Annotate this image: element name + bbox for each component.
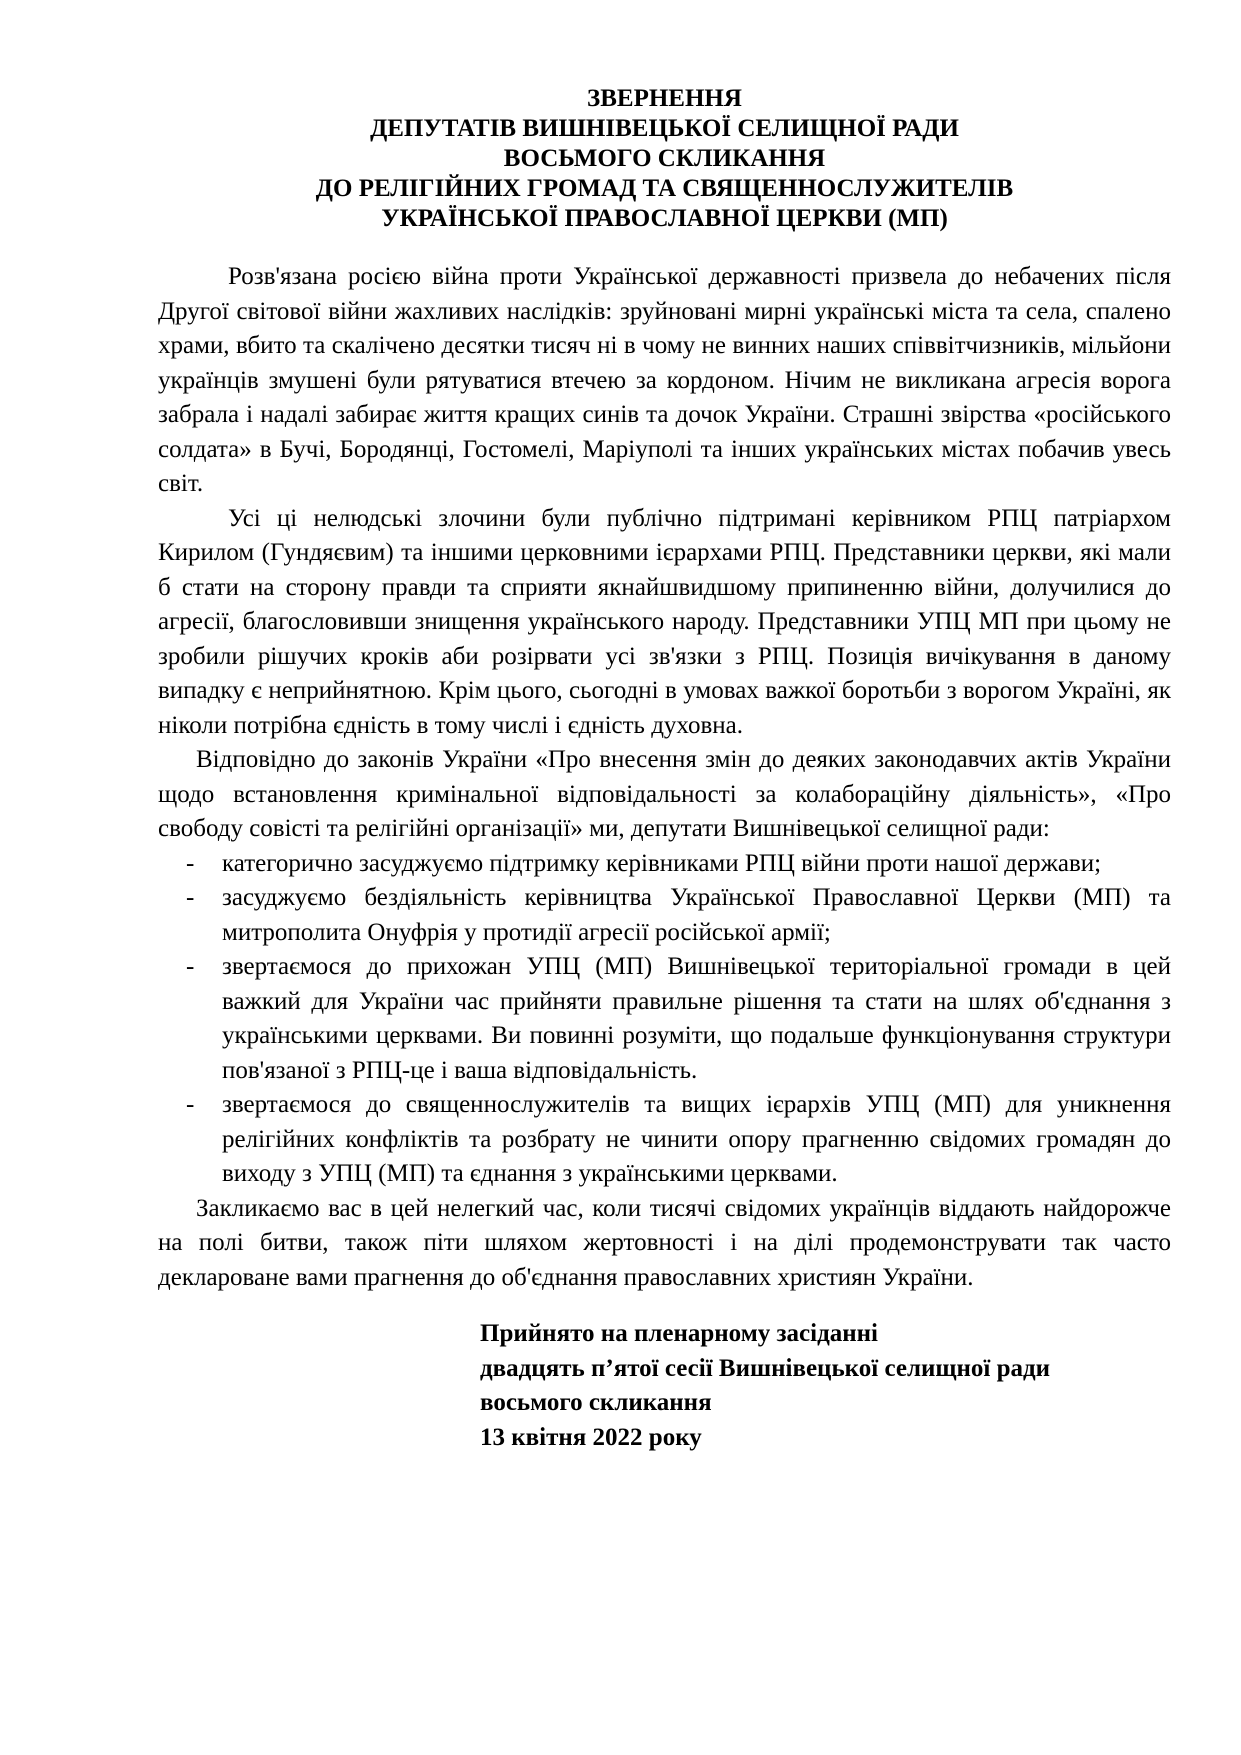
list-item-text: звертаємося до священнослужителів та вищих ієрархів УПЦ (МП) для уникнення релігійних конфліктів та розбрату не чинити опору прагненню свідомих громадян до виходу з УПЦ (МП) та єднання з українськими церквами. <box>222 1091 1171 1187</box>
paragraph-church-crimes: Усі ці нелюдські злочини були публічно підтримані керівником РПЦ патріархом Кирилом (Гундяєвим) та іншими церковними ієрархами РПЦ. Представники церкви, які мали б стати на сторону правди та сприяти якнайшвидшому припиненню війни, долучилися до агресії, благословивши знищення українського народу. Представники УПЦ МП при цьому не зробили рішучих кроків аби розірвати усі зв'язки з РПЦ. Позиція вичікування в даному випадку є неприйнятною. Крім цього, сьогодні в умовах важкої боротьби з ворогом Україні, як ніколи потрібна єдність в тому числі і єдність духовна. <box>158 504 1171 739</box>
list-item <box>158 1088 1171 1192</box>
closing-paragraph: Закликаємо вас в цей нелегкий час, коли тисячі свідомих українців віддають найдорожче на полі битви, також піти шляхом жертовності і на ділі продемонструвати так часто деклароване вами прагнення до об'єднання православних християн України. <box>158 1194 1171 1291</box>
adoption-line: двадцять п’ятої сесії Вишнівецької селищної ради <box>480 1354 1051 1382</box>
list-item-text: засуджуємо бездіяльність керівництва Української Православної Церкви (МП) та митрополита Онуфрія у протидії агресії російської армії; <box>222 884 1171 946</box>
title-line: ВОСЬМОГО СКЛИКАННЯ <box>503 145 826 172</box>
document-title <box>158 84 1171 234</box>
adoption-line: восьмого скликання <box>480 1389 712 1416</box>
title-line: ЗВЕРНЕННЯ <box>587 85 742 112</box>
adoption-line: Прийнято на пленарному засіданні <box>480 1320 878 1347</box>
title-line: ДО РЕЛІГІЙНИХ ГРОМАД ТА СВЯЩЕННОСЛУЖИТЕЛІВ <box>315 175 1014 202</box>
paragraph-laws-intro: Відповідно до законів України «Про внесення змін до деяких законодавчих актів України щодо встановлення кримінальної відповідальності за колабораційну діяльність», «Про свободу совісті та релігійні організації» ми, депутати Вишнівецької селищної ради: <box>158 746 1171 842</box>
list-item-marker: - <box>186 849 195 877</box>
adoption-block <box>480 1317 1171 1455</box>
demands-list <box>158 847 1171 1192</box>
paragraph-war-consequences: Розв'язана росією війна проти Української державності призвела до небачених після Другої світової війни жахливих наслідків: зруйновані мирні українські міста та села, спалено храми, вбито та скалічено десятки тисяч ні в чому не винних наших співвітчизників, мільйони українців змушені були рятуватися втечею за кордоном. Нічим не викликана агресія ворога забрала і надалі забирає життя кращих синів та дочок України. Страшні звірства «російського солдата» в Бучі, Бородянці, Гостомелі, Маріуполі та інших українських містах побачив увесь світ. <box>158 263 1171 497</box>
adoption-line: 13 квітня 2022 року <box>480 1423 702 1451</box>
title-line: ДЕПУТАТІВ ВИШНІВЕЦЬКОЇ СЕЛИЩНОЇ РАДИ <box>370 115 959 142</box>
list-item-text: звертаємося до прихожан УПЦ (МП) Вишнівецької територіальної громади в цей важкий для України час прийняти правильне рішення та стати на шлях об'єднання з українськими церквами. Ви повинні розуміти, що подальше функціонування структури пов'язаної з РПЦ-це і ваша відповідальність. <box>222 953 1171 1084</box>
list-item-marker: - <box>186 1091 195 1118</box>
list-item-text: категорично засуджуємо підтримку керівниками РПЦ війни проти нашої держави; <box>222 849 1102 877</box>
list-item <box>158 950 1171 1088</box>
title-line: УКРАЇНСЬКОЇ ПРАВОСЛАВНОЇ ЦЕРКВИ (МП) <box>381 205 948 232</box>
list-item-marker: - <box>186 884 195 911</box>
list-item <box>158 881 1171 950</box>
list-item-marker: - <box>186 953 195 980</box>
list-item <box>158 847 1171 882</box>
